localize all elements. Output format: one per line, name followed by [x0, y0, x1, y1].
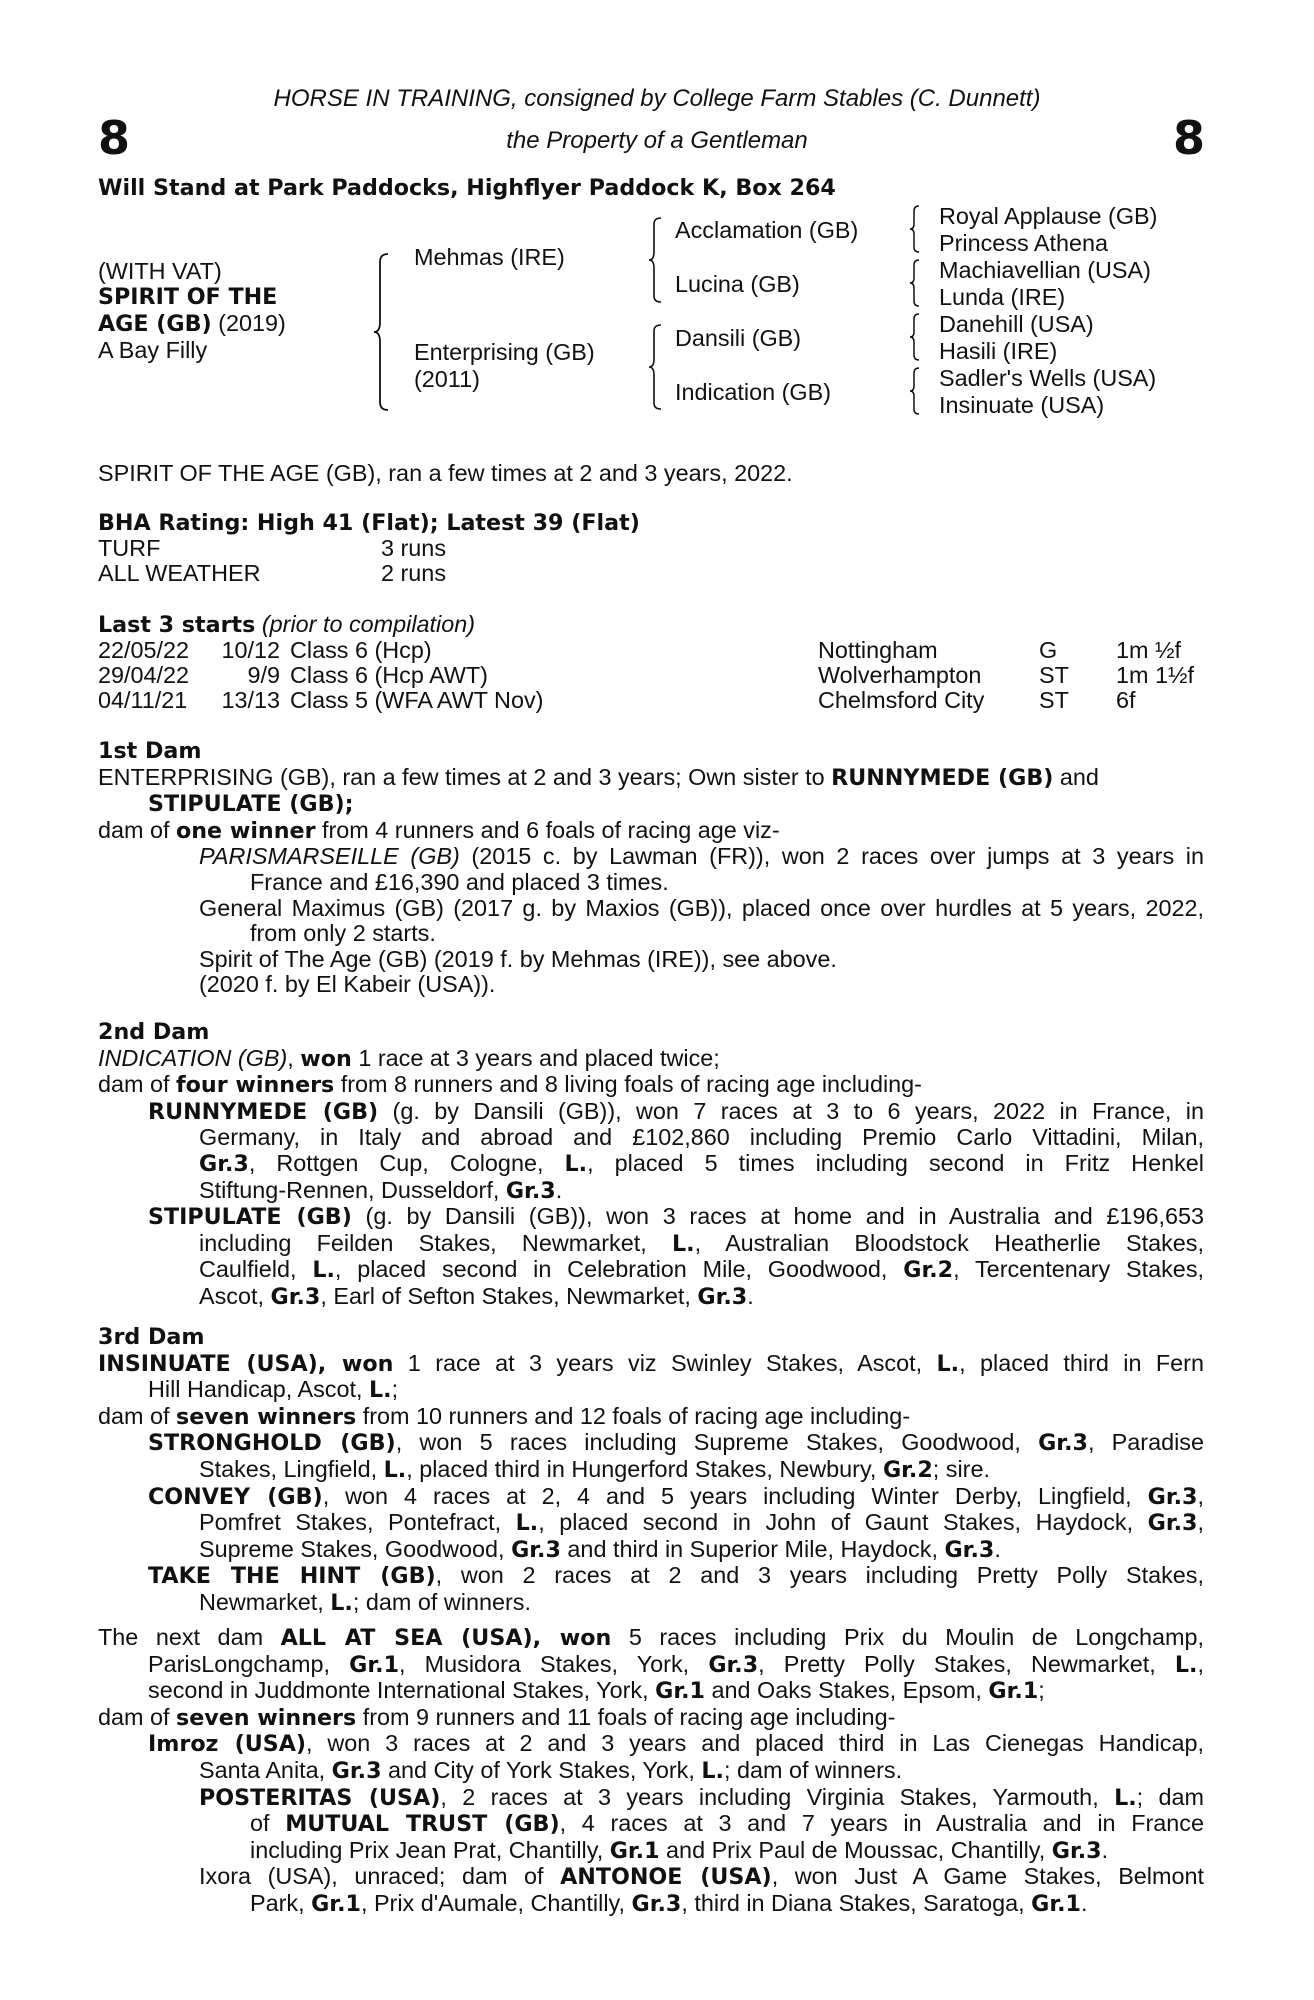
first-dam-line — [98, 791, 1204, 818]
text: 1 race at 3 years and placed twice; — [351, 1044, 720, 1071]
text: Supreme Stakes, Goodwood, — [199, 1535, 512, 1562]
grade: Gr.3 — [1038, 1430, 1088, 1457]
sibling-name: STIPULATE (GB) — [148, 791, 345, 818]
third-dam-line — [98, 1377, 1204, 1404]
text: , Pretty Polly Stakes, Newmarket, — [758, 1650, 1175, 1677]
text: The next dam — [98, 1624, 281, 1650]
fourth-dam-section — [98, 1625, 1204, 1918]
produce-entry-cont: Germany, in Italy and abroad and £102,860 including Premio Carlo Vittadini, Milan, — [199, 1124, 1204, 1151]
sibling-name: RUNNYMEDE (GB) — [831, 764, 1054, 791]
sire-sire: Acclamation (GB) — [675, 217, 859, 243]
text: Hill Handicap, Ascot, — [148, 1376, 370, 1403]
produce-entry — [98, 1430, 1204, 1457]
text: Caulfield, — [199, 1256, 313, 1283]
text: ENTERPRISING (GB), ran a few times at 2 and 3 years; Own sister to — [98, 763, 832, 790]
horse-name: SPIRIT OF THE — [98, 284, 278, 310]
produce-name: ANTONOE (USA) — [560, 1864, 772, 1891]
text: Park, — [250, 1889, 312, 1916]
lot-number-left: 8 — [98, 111, 131, 165]
grade: L. — [672, 1230, 695, 1257]
produce-entry-cont: France and £16,390 and placed 3 times. — [250, 868, 669, 895]
horse-year: (2019) — [211, 310, 286, 336]
text: , Rottgen Cup, Cologne, — [248, 1149, 565, 1176]
grade: L. — [515, 1510, 539, 1537]
produce-entry — [98, 1731, 1204, 1758]
produce-entry-cont — [98, 1590, 1204, 1617]
dam-name: INDICATION (GB) — [98, 1044, 288, 1071]
produce-name: CONVEY (GB) — [148, 1483, 323, 1510]
text: Santa Anita, — [199, 1756, 332, 1783]
text: Pomfret Stakes, Pontefract, — [199, 1509, 516, 1536]
rating-runs-aw: 2 runs — [381, 560, 447, 586]
dam-year: (2011) — [414, 366, 480, 392]
text: ; sire. — [932, 1455, 990, 1482]
third-dam-section — [98, 1325, 1204, 1617]
fourth-dam-line — [98, 1625, 1204, 1652]
grade: Gr.3 — [708, 1651, 759, 1678]
text: , Paradise — [1087, 1429, 1204, 1456]
grade: Gr.1 — [1031, 1890, 1081, 1917]
produce-entry-cont — [98, 1891, 1204, 1918]
text: , — [1197, 1650, 1204, 1677]
produce-name: Imroz (USA) — [148, 1731, 307, 1758]
fourth-dam-line — [98, 1678, 1204, 1705]
text: , Tercentenary Stakes, — [953, 1256, 1205, 1283]
start-course: Chelmsford City — [818, 687, 985, 713]
grade: Gr.3 — [511, 1536, 561, 1563]
text: . — [555, 1176, 563, 1203]
text: , placed 5 times including second in Fritz Henkel — [587, 1149, 1204, 1176]
start-distance: 6f — [1116, 687, 1136, 713]
text: Ascot, — [199, 1282, 271, 1309]
produce-entry — [98, 1864, 1204, 1891]
produce-entry-cont — [98, 1838, 1204, 1865]
produce-entry — [98, 1785, 1204, 1812]
text: and City of York Stakes, York, — [381, 1756, 702, 1783]
first-dam-section — [98, 739, 1204, 998]
grade: Gr.3 — [331, 1757, 382, 1784]
produce-name: STIPULATE (GB) — [148, 1204, 352, 1231]
grade: Gr.2 — [903, 1257, 954, 1284]
produce-entry: (2020 f. by El Kabeir (USA)). — [199, 971, 496, 998]
sire-dam: Lucina (GB) — [675, 271, 800, 297]
dam-sire: Dansili (GB) — [675, 325, 802, 351]
text: and Prix Paul de Moussac, Chantilly, — [659, 1836, 1052, 1863]
consignor-title: HORSE IN TRAINING, consigned by College Farm Stables (C. Dunnett) — [273, 85, 1041, 112]
text: from 10 runners and 12 foals of racing age including- — [356, 1402, 911, 1429]
text: from 8 runners and 8 living foals of racing age including- — [334, 1071, 922, 1098]
produce-entry-cont — [98, 1284, 1204, 1311]
start-race: Class 5 (WFA AWT Nov) — [290, 687, 544, 713]
text: from 9 runners and 11 foals of racing age including- — [356, 1703, 896, 1730]
text: , won 2 races at 2 and 3 years including Pretty Polly Stakes, — [435, 1562, 1204, 1589]
grade: L. — [330, 1589, 353, 1616]
grade: Gr.3 — [631, 1890, 682, 1917]
third-dam-line — [98, 1404, 1204, 1431]
winner-count: four winners — [176, 1072, 335, 1099]
text: Stiftung-Rennen, Dusseldorf, — [199, 1176, 506, 1203]
fourth-dam-line — [98, 1705, 1204, 1732]
text: , placed second in Celebration Mile, Goodwood, — [334, 1256, 904, 1283]
text: . — [1101, 1836, 1109, 1863]
last-starts-heading — [98, 612, 475, 639]
text: dam of — [98, 1402, 177, 1429]
text: ; — [391, 1376, 399, 1403]
text: , placed second in John of Gaunt Stakes, Haydock, — [538, 1509, 1148, 1536]
sire-line-brace — [647, 216, 665, 304]
text: Newmarket, — [199, 1588, 331, 1615]
text: including Feilden Stakes, Newmarket, — [199, 1229, 672, 1256]
start-race: Class 6 (Hcp AWT) — [290, 662, 488, 688]
text: ; — [344, 791, 354, 818]
produce-name: STRONGHOLD (GB) — [148, 1430, 396, 1457]
sire-dam-brace — [372, 252, 392, 412]
produce-entry — [98, 1484, 1204, 1511]
text: , placed third in Fern — [959, 1349, 1204, 1376]
first-dam-line — [98, 818, 1204, 845]
text: dam of — [98, 1071, 177, 1098]
text: ; dam of winners. — [352, 1588, 531, 1615]
text: , — [1197, 1482, 1204, 1509]
start-race: Class 6 (Hcp) — [290, 637, 432, 663]
text: , 2 races at 3 years including Virginia Stakes, Yarmouth, — [440, 1783, 1115, 1810]
first-dam-heading: 1st Dam — [98, 738, 202, 764]
text: , third in Diana Stakes, Saratoga, — [681, 1889, 1032, 1916]
produce-entry — [98, 1099, 1204, 1126]
grade: Gr.3 — [505, 1177, 556, 1204]
text: of — [250, 1810, 286, 1837]
produce-entry-cont — [98, 1257, 1204, 1284]
text: 5 races including Prix du Moulin de Longchamp, — [611, 1624, 1205, 1650]
start-date: 22/05/22 — [98, 637, 190, 663]
text: , 4 races at 3 and 7 years in Australia and in France — [559, 1810, 1205, 1837]
produce-entry-cont — [98, 1178, 1204, 1205]
granddam-1: Royal Applause (GB) — [939, 203, 1158, 229]
grade: L. — [1174, 1651, 1198, 1678]
grade: Gr.1 — [311, 1890, 361, 1917]
produce-entry-cont — [98, 1151, 1204, 1178]
grade: L. — [701, 1757, 724, 1784]
start-position: 9/9 — [247, 662, 280, 688]
vat-note: (WITH VAT) — [98, 258, 222, 284]
text: ParisLongchamp, — [148, 1650, 350, 1677]
grade: Gr.3 — [270, 1283, 321, 1310]
text: (g. by Dansili (GB)), won 7 races at 3 to 6 years, 2022 in France, in — [378, 1097, 1204, 1124]
text: dam of — [98, 1703, 177, 1730]
start-position: 13/13 — [221, 687, 280, 713]
third-dam-heading: 3rd Dam — [98, 1324, 205, 1350]
text: ; dam — [1136, 1783, 1205, 1810]
grade: L. — [383, 1456, 407, 1483]
produce-name: PARISMARSEILLE (GB) — [199, 843, 460, 870]
text: won — [300, 1045, 352, 1072]
text: . — [994, 1535, 1001, 1562]
text: dam of — [98, 816, 177, 843]
start-going: G — [1039, 637, 1058, 663]
text: , won 5 races including Supreme Stakes, Goodwood, — [395, 1429, 1039, 1456]
produce-entry-cont — [98, 1537, 1204, 1564]
grade: Gr.3 — [944, 1536, 995, 1563]
produce-entry: General Maximus (GB) (2017 g. by Maxios (GB)), placed once over hurdles at 5 years, 2022, — [199, 894, 1204, 921]
grade: Gr.1 — [609, 1837, 660, 1864]
winner-count: seven winners — [176, 1704, 357, 1731]
second-dam-line — [98, 1072, 1204, 1099]
granddam-8: Insinuate (USA) — [939, 392, 1105, 418]
text: from 4 runners and 6 foals of racing age viz- — [315, 816, 780, 843]
granddam-7: Sadler's Wells (USA) — [939, 365, 1157, 391]
text: (2015 c. by Lawman (FR)), won 2 races over jumps at 3 years in — [459, 843, 1204, 870]
dam-name: ALL AT SEA (USA), won — [280, 1625, 612, 1651]
second-dam-heading: 2nd Dam — [98, 1019, 210, 1045]
grade: Gr.1 — [349, 1651, 400, 1678]
rating-surface-aw: ALL WEATHER — [98, 560, 261, 586]
produce-entry — [98, 1204, 1204, 1231]
produce-entry-cont — [98, 1510, 1204, 1537]
produce-entry — [98, 844, 1204, 870]
produce-entry-cont: from only 2 starts. — [250, 920, 436, 947]
last-starts-note: (prior to compilation) — [261, 611, 476, 637]
produce-entry-cont — [98, 1811, 1204, 1838]
start-distance: 1m ½f — [1116, 637, 1181, 663]
text: , placed third in Hungerford Stakes, Newbury, — [406, 1455, 883, 1482]
start-date: 04/11/21 — [98, 687, 188, 713]
produce-entry-cont — [98, 1231, 1204, 1258]
granddam-4: Lunda (IRE) — [939, 284, 1066, 310]
text: (g. by Dansili (GB)), won 3 races at home and in Australia and £196,653 — [351, 1203, 1204, 1230]
text: , Musidora Stakes, York, — [399, 1650, 709, 1677]
granddam-2: Princess Athena — [939, 230, 1109, 256]
grade: L. — [936, 1350, 960, 1377]
start-distance: 1m 1½f — [1116, 662, 1195, 688]
text: including Prix Jean Prat, Chantilly, — [250, 1836, 610, 1863]
rating-runs-turf: 3 runs — [381, 535, 447, 561]
text: , Earl of Sefton Stakes, Newmarket, — [320, 1282, 698, 1309]
property-title: the Property of a Gentleman — [506, 127, 808, 154]
granddam-6: Hasili (IRE) — [939, 338, 1058, 364]
text: ; — [1038, 1677, 1045, 1704]
text: 1 race at 3 years viz Swinley Stakes, Ascot, — [393, 1349, 937, 1376]
horse-name-suffix: AGE (GB) — [98, 311, 212, 337]
grand-brace-3 — [908, 312, 922, 362]
text: second in Juddmonte International Stakes, York, — [148, 1677, 656, 1704]
dam-dam: Indication (GB) — [675, 379, 832, 405]
text: and — [1053, 763, 1099, 790]
produce-entry-cont — [98, 1457, 1204, 1484]
horse-description: A Bay Filly — [98, 337, 208, 363]
second-dam-line — [98, 1046, 1204, 1073]
horse-name-line2 — [98, 311, 286, 338]
grade: Gr.1 — [655, 1678, 705, 1705]
produce-name: MUTUAL TRUST (GB) — [285, 1811, 560, 1838]
winner-count: one winner — [176, 817, 316, 844]
grade: Gr.3 — [697, 1283, 748, 1310]
text: and third in Superior Mile, Haydock, — [560, 1535, 945, 1562]
start-going: ST — [1039, 662, 1069, 688]
text: , won 4 races at 2, 4 and 5 years including Winter Derby, Lingfield, — [322, 1482, 1148, 1509]
grand-brace-4 — [908, 366, 922, 416]
dam: Enterprising (GB) — [414, 339, 595, 365]
grand-brace-2 — [908, 258, 922, 308]
text: , won Just A Game Stakes, Belmont — [771, 1863, 1204, 1890]
last-starts-title: Last 3 starts — [98, 612, 256, 638]
grade: L. — [1114, 1784, 1137, 1811]
grade: Gr.2 — [882, 1456, 933, 1483]
start-course: Nottingham — [818, 637, 938, 663]
text: , won 3 races at 2 and 3 years and placed third in Las Cienegas Handicap, — [306, 1730, 1204, 1757]
text: and Oaks Stakes, Epsom, — [704, 1677, 989, 1704]
text: , — [287, 1044, 301, 1071]
produce-name: TAKE THE HINT (GB) — [148, 1563, 436, 1590]
grade: Gr.3 — [1051, 1837, 1102, 1864]
text: . — [747, 1282, 754, 1309]
text: , — [1197, 1509, 1204, 1536]
grade: Gr.3 — [199, 1150, 249, 1177]
start-course: Wolverhampton — [818, 662, 982, 688]
text: Stakes, Lingfield, — [199, 1455, 384, 1482]
rating-surface-turf: TURF — [98, 535, 161, 561]
dam-line-brace — [647, 323, 665, 411]
second-dam-section — [98, 1020, 1204, 1311]
grade: Gr.3 — [1147, 1483, 1198, 1510]
bha-rating: BHA Rating: High 41 (Flat); Latest 39 (Flat) — [98, 510, 640, 536]
lot-number-right: 8 — [1173, 111, 1206, 165]
grade: Gr.1 — [988, 1678, 1039, 1705]
stand-location: Will Stand at Park Paddocks, Highflyer Paddock K, Box 264 — [98, 175, 836, 201]
third-dam-line — [98, 1351, 1204, 1378]
produce-entry: Spirit of The Age (GB) (2019 f. by Mehmas (IRE)), see above. — [199, 945, 837, 972]
text: ; dam of winners. — [723, 1756, 903, 1783]
grand-brace-1 — [908, 204, 922, 254]
produce-entry-cont — [98, 1758, 1204, 1785]
grade: L. — [369, 1377, 392, 1404]
produce-name: RUNNYMEDE (GB) — [148, 1098, 379, 1125]
text: , Australian Bloodstock Heatherlie Stakes, — [694, 1229, 1204, 1256]
start-date: 29/04/22 — [98, 662, 190, 688]
text: . — [1080, 1889, 1088, 1916]
produce-entry — [98, 1563, 1204, 1590]
winner-count: seven winners — [176, 1403, 357, 1430]
granddam-5: Danehill (USA) — [939, 311, 1094, 337]
grade: L. — [312, 1257, 335, 1284]
fourth-dam-line — [98, 1652, 1204, 1679]
granddam-3: Machiavellian (USA) — [939, 257, 1151, 283]
text: , Prix d'Aumale, Chantilly, — [360, 1889, 632, 1916]
start-position: 10/12 — [221, 637, 280, 663]
race-summary: SPIRIT OF THE AGE (GB), ran a few times at 2 and 3 years, 2022. — [98, 460, 793, 486]
grade: L. — [564, 1150, 588, 1177]
produce-name: POSTERITAS (USA) — [199, 1784, 441, 1811]
start-going: ST — [1039, 687, 1069, 713]
dam-name: INSINUATE (USA), won — [98, 1350, 394, 1377]
text: Ixora (USA), unraced; dam of — [199, 1863, 561, 1890]
first-dam-line — [98, 765, 1204, 792]
grade: Gr.3 — [1147, 1510, 1198, 1537]
sire: Mehmas (IRE) — [414, 244, 565, 270]
